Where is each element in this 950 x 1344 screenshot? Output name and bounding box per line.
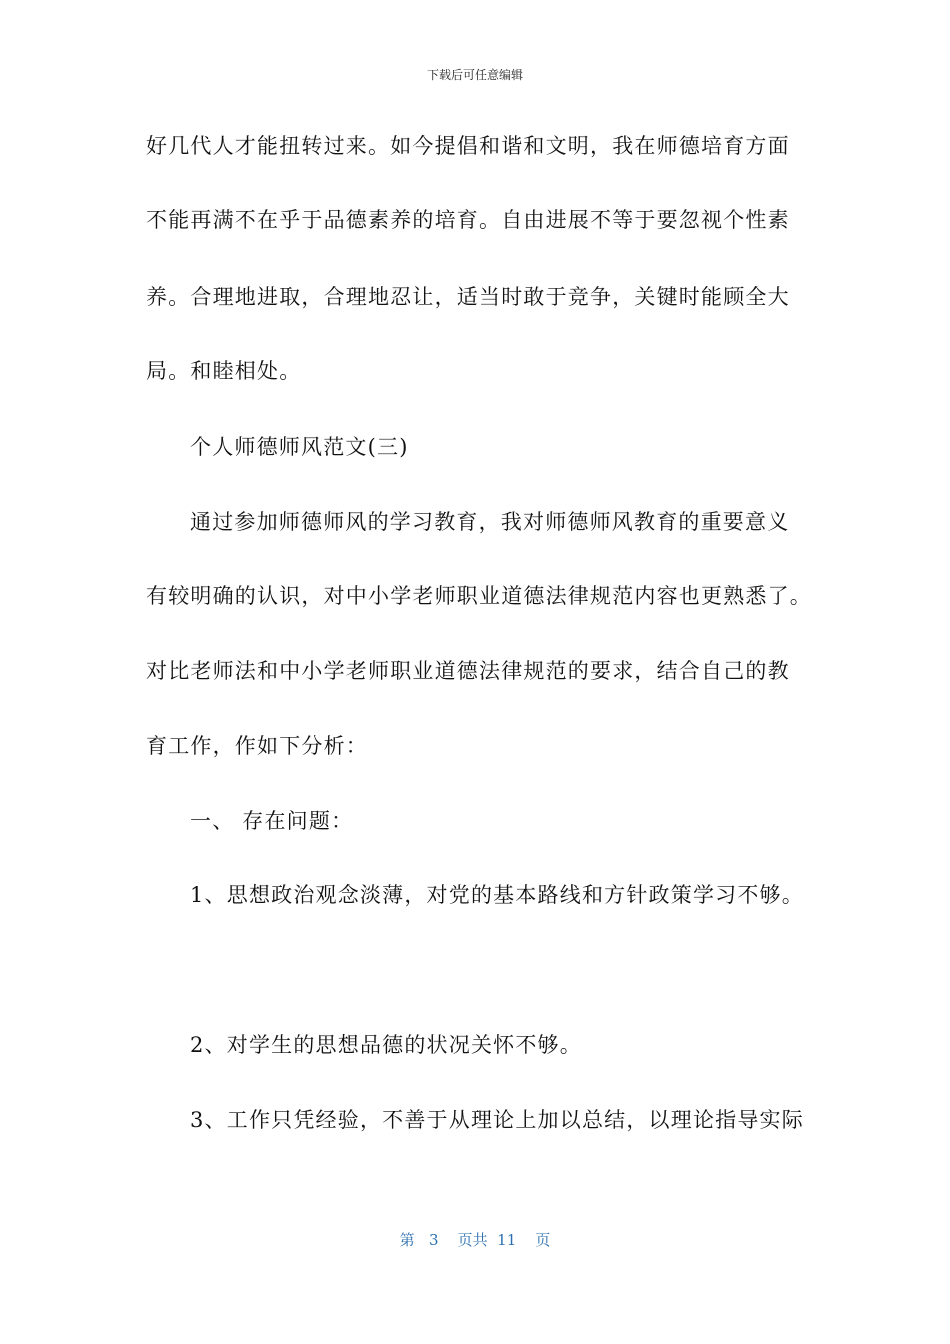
list-item: 1、思想政治观念淡薄，对党的基本路线和方针政策学习不够。 — [190, 883, 804, 907]
page-label-suffix: 页 — [535, 1231, 551, 1249]
section-heading: 个人师德师风范文(三) — [190, 435, 409, 459]
page-footer — [0, 1229, 950, 1251]
page-label-prefix: 第 — [399, 1231, 415, 1249]
paragraph-line: 有较明确的认识，对中小学老师职业道德法律规范内容也更熟悉了。 — [146, 584, 812, 608]
list-item: 2、对学生的思想品德的状况关怀不够。 — [190, 1033, 582, 1057]
paragraph-line: 局。和睦相处。 — [146, 359, 302, 383]
paragraph-line: 对比老师法和中小学老师职业道德法律规范的要求，结合自己的教 — [146, 659, 790, 683]
subsection-heading: 一、 存在问题： — [190, 809, 354, 833]
paragraph-line: 好几代人才能扭转过来。如今提倡和谐和文明，我在师德培育方面 — [146, 134, 790, 158]
page-header-note: 下载后可任意编辑 — [426, 68, 523, 82]
page-label-mid: 页共 — [457, 1231, 488, 1249]
list-item: 3、工作只凭经验，不善于从理论上加以总结，以理论指导实际 — [190, 1108, 804, 1132]
paragraph-line: 通过参加师德师风的学习教育，我对师德师风教育的重要意义 — [190, 510, 790, 534]
current-page-number: 3 — [428, 1231, 439, 1249]
total-pages-number: 11 — [497, 1231, 517, 1249]
paragraph-line: 养。合理地进取，合理地忍让，适当时敢于竞争，关键时能顾全大 — [146, 285, 790, 309]
paragraph-line: 不能再满不在乎于品德素养的培育。自由进展不等于要忽视个性素 — [146, 208, 790, 232]
paragraph-line: 育工作，作如下分析： — [146, 734, 368, 758]
